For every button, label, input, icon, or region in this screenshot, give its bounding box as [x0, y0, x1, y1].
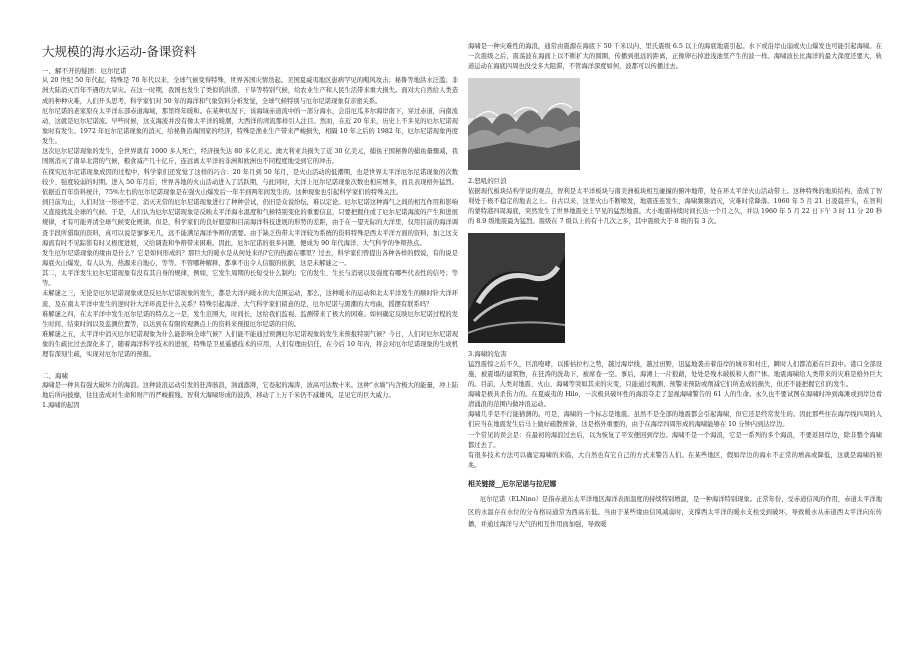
section2-heading: 二、海啸: [42, 371, 68, 380]
raging-waves-paragraph: 依据现代板块结构学说的观点，智利是太平洋板块与南美洲板块相互碰撞的俯冲地带，处在环太平洋火山活动带上。这种特殊的地质结构，造成了智利处于极不稳定的地表之上。自古以来，这里火山不断喷发，地震连连发生，海啸频频消灭，灾难时常降落。1960 年 5 月 21 日凌晨开头，在智利的蒙特港四周海底，突然发生了世界地震史上罕见的猛烈地震。大小地震持续时间长达一个月之久，并以 1960 年 5 月 22 日下午 3 时 11 分 20 秒的 8.9 级地震最为猛烈。震级在 7 级以上的有十几次之多，其中震级大于 8 级的有 3 次。: [468, 187, 882, 226]
tsunami-wave-photo: [468, 233, 565, 343]
page-title: 大规模的海水运动-备课资料: [42, 44, 197, 59]
left-column: [42, 44, 458, 411]
section1-paragraph: 其二，太平洋发生厄尔尼诺现象有没有其自身的规律，例如，它发生周期的长短受什么制约；它的发生、生长与消衰以及强度有哪些代表性的信号；等等。: [42, 270, 458, 288]
hazards-paragraph: 一个常见的误会是：在最初的海浪过去后，以为恢复了平安便回到岸边。海啸不是一个海浪，它是一系列的多个海浪，不要返回岸边，除非整个海啸都过去了。: [468, 431, 882, 449]
section1-paragraph: 难解谜之五，太平洋中消灭厄尔尼诺现象为什么能影响全球气候？人们能不能通过预测厄尔尼诺现象的发生来预报特别气候？今日，人们对厄尔尼诺现象的生疏比过去深化多了，随着海洋科学技术的进展，特殊是卫星遥感技术的应用，人们有理由信任，在今后 10 年内，将会对厄尔尼诺现象的生成机理有深刻生疏，实现对厄尔尼诺的预报。: [42, 331, 458, 359]
right-column: [468, 42, 882, 531]
section2-paragraph: 海啸是一种具有强大破坏力的海浪。这种波浪运动引发的狂涛骇浪，汹涌澎湃，它卷起的海涛，波高可达数十米。这种“水墙”内含极大的能量，冲上陆地后所向披靡，往往造成对生命和财产的严峻摧残。智利大海啸形成的波涛，移动了上万千米仍不减雄风，足见它的巨大威力。: [42, 381, 458, 399]
hazards-paragraph: 海啸几乎是不行能猜测的。可是，海啸的一个标志是地震。虽然不是全部的地震都会引起海啸，但它还是经常发生的。因此那些住在海岸线四周的人们应当在地震发生后马上做好疏散预备，这是格外重要的，由于在海岸四周形成的海啸能够在 10 分钟内到达岸边。: [468, 411, 882, 429]
section1-paragraph: 到目前为止，人们对这一形迹不定、消灭无常的厄尔尼诺现象进行了种种尝试，仍旧是众说纷纭，难以定论。厄尔尼诺这种海气之间的相互作用和影响又直接扰乱全球的气候。于是，人们认为厄尔尼诺现象是反映太平洋海水温度和气候特别变化的重要信息，只要把握住或了厄尔尼诺海流的产生和进展规律，才有可能弄清全球气候变化规律。但是，科学家们的良好愿望和目前海洋科技进展的形势的差距，由于在一望无际的大洋里，仅用目前的海洋调查手段所猎取的资料，真可以说是寥寥无几，远不能满足海洋争辩的需要。由于缺乏热带太平洋较为系统的资料特殊是西太平洋方面的资料，加之这支海流有时不见踪影有时又极度进展，又给调查和争辩带来困难。因此，厄尔尼诺的很多问题，便成为 90 年代海洋、大气科学的争辩热点。: [42, 199, 458, 247]
section1-heading: 一、解不开的疑团：厄尔尼诺: [42, 67, 127, 75]
section1-paragraph: 难解谜之四，在太平洋中发生厄尔尼诺的特点之一是，发生范围大，时间长，这给我们监视、监测带来了极大的困难。如何确定反映厄尔尼诺过程的发生时间、结束时间以及监测位置等，以达到在有限的观测点上的资料来预报厄尔尼诺的目的。: [42, 310, 458, 328]
section1-paragraph: 厄尔尼诺的老家原在太平洋东部赤道海域，那里终年暖和。在某种状况下，该海域赤道流中的一部分海水，会沿厄瓜多尔海岸南下，穿过赤道，向南流动，这就是厄尔尼诺流。早些时候，这支海流并没有像太平洋的暖潮，大西洋的湾流那样引人注目。然而，在近 20 年来，历史上不多见的厄尔尼诺现象时有发生。1972 年厄尔尼诺现象的消灭，给秘鲁沿海国家的经济，特殊是渔业生产带来严峻损失，相隔 10 年之后的 1982 年，厄尔尼诺现象再度发生。: [42, 107, 458, 146]
hazards-paragraph: 有很多技术方法可以确定海啸的来临，大自然也有它自己的方式来警告人们。在某些地区，假如岸边的海水不正常的增高或降低，这就是海啸的预兆。: [468, 451, 882, 470]
hazards-paragraph: 海啸是极具杀伤力的。在夏威夷的 Hilo，一次极具破坏性的海浪夺走了忽视海啸警告的 61 人的生命。永久也不要试图在海啸时冲到海滩或到岸边看清涌浪的范围内做冲浪运动。: [468, 390, 882, 409]
related-link-heading: 相关链接__厄尔尼诺与拉尼娜: [468, 480, 557, 489]
subheading-raging-waves: 2.怒吼的巨浪: [468, 177, 507, 186]
section1-paragraph: 从 20 世纪 50 年代起，特殊是 70 年代以来，全球气候变得特殊，世界各国灾情迭起。美国夏威夷地区患病罕见的飓风攻击；秘鲁等地洪水泛滥；非洲大陆消灭百年不遇的大旱灾。在这一时期，我国也发生了类似的洪涝、干旱等特别气候，给农业生产和人民生活带来重大损失。面对大自然给人类造成的种种灾难，人们开头思考，科学家们对 50 年的海洋和气象资料分析发觉，全球气候特别与厄尔尼诺现象有亲密关系。: [42, 77, 458, 105]
tsunami-diagram-image: [468, 78, 580, 170]
section2-subheading: 1.海啸的起因: [42, 402, 80, 410]
tsunami-intro-paragraph: 海啸是一种灾难性的海浪，通常由震源在海底下 50 千米以内、里氏震级 6.5 以上的海底地震引起。水下或沿岸山崩或火山爆发也可能引起海啸。在一次震级之后，震荡波在海面上以不断扩大的圆圈，传播到很远的距离，正像卵石掉进浅池里产生的波一样。海啸波长比海洋的最大深度还要大，轨道运动在海底四周也没受多大阻滞，不管海洋深度如何，波都可以传播过去。: [468, 43, 882, 71]
subheading-tsunami-hazards: 3.海啸的危害: [468, 350, 507, 359]
section1-paragraph: 这次厄尔尼诺现象的发生，全世界就有 1000 多人死亡，经济损失达 80 多亿美元。澳大利亚共损失了近 30 亿美元，捕鱼王国秘鲁的捕鱼量骤减，我国则消灭了南旱北涝的气候，粮食减产几十亿斤，连远离太平洋的非洲和欧洲也不同程度地受到它的冲击。: [42, 148, 458, 166]
section1-paragraph: 未解谜之三，无论是厄尔尼诺现象或是反厄尔尼诺现象的发生，都是大洋内暖水的大范围运动，那么，这种暖水的运动和北太平洋发生的顺时针大洋环流，及在南太平洋中发生的逆时针大洋环流是什么关系？特殊引起海洋、大气科学家们留意的是，厄尔尼诺与黑潮的大弯曲，摇摆有联系吗？: [42, 290, 458, 308]
hazards-paragraph: 猛烈震惊之后不久，巨浪咆哮，以摧枯拉朽之势，越过海岸线，越过田野，迅猛地袭击着沿岸的城市和村庄，瞬时人们都消逝在巨浪中。港口全部设施，被震塌的建筑物，在狂涛的洗劫下，被席卷一空。事后，海滩上一片狼藉，处处是残木破板和人畜尸体。地震海啸给人类带来的灾难是格外巨大的。目前，人类对地震、火山、海啸等突如其来的灾变，只能通过观测、预警来预防或削减它们所造成的损失，但还不能把握它们的发生。: [468, 360, 882, 388]
section1-paragraph: 在探究厄尔尼诺现象成因的过程中，科学家们还发觉了这样的巧合：20 年月到 50 年月，是火山活动的低潮期，也是世界太平洋厄尔尼诺现象的次数较少、强度较弱的时期。进入 50 年月后，世界各地的火山活动进入了活跃期，与此同时，大洋上厄尔尼诺现象次数也相应增多，而且表现格外猛烈。依据近百年资料统计，75%左右的厄尔尼诺现象是在强火山爆发后一年半到两年间发生的。这种现象也引起科学家们的特殊关注。: [42, 168, 458, 196]
section1-paragraph: 发生厄尔尼诺现象的缘由是什么？它是如何形成的？那巨大的暖水是从何处来的?它的热源在哪里？过去，科学家们曾提出各种各样的假说，有的说是海底火山爆发，有人认为，热源来自地心，等等。不管哪种解释，都拿不出令人信服的依据，这是未解谜之一。: [42, 249, 458, 268]
related-link-paragraph: 厄尔尼诺（ELNino）是指赤道东太平洋地区海洋表面温度的持续特别增温，是一种海洋特别现象。正常年份，受赤道信风的作用，赤道太平洋地区的水温存在水位的分布格局通常为西高东低。当由于某些缘由信风减弱时，支撑西太平洋的暖水支柱受到破坏，导致暖水从赤道西太平洋向东传播，并通过海洋与大气的相互作用而加强，导致暖: [468, 496, 882, 529]
